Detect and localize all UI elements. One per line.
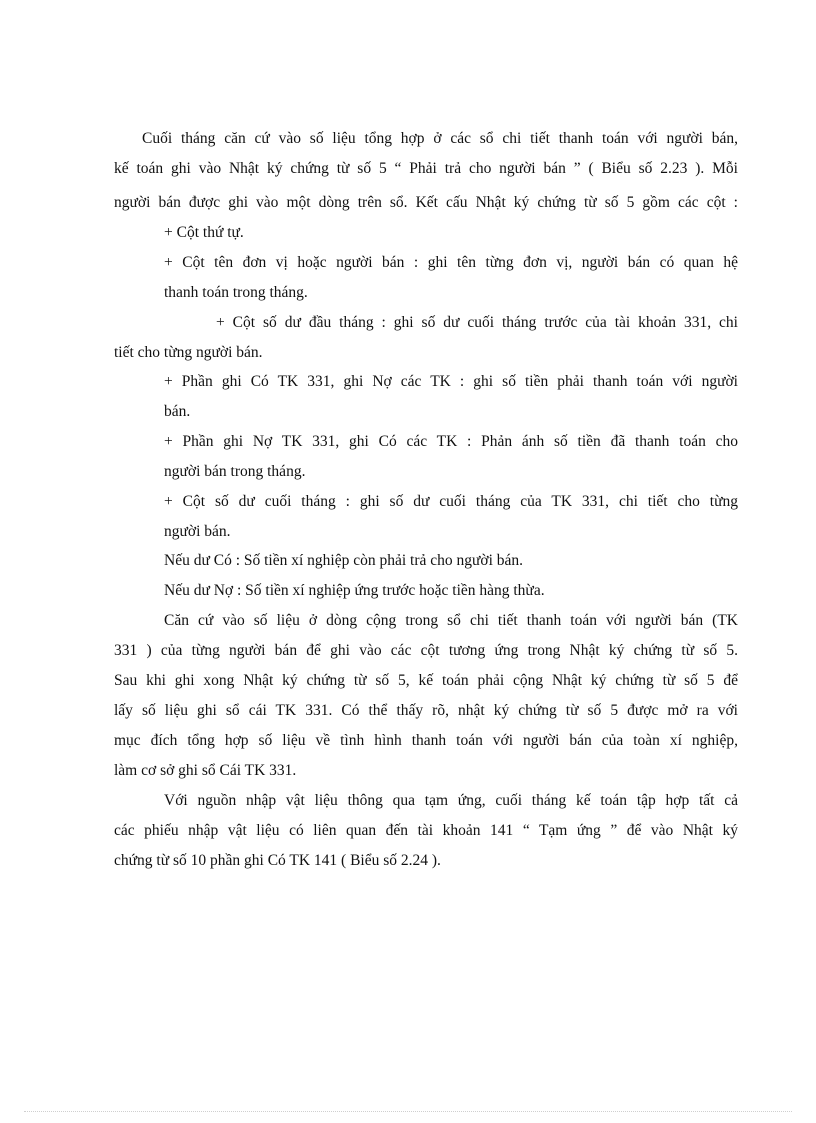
list-item-credit-331-line-2: bán. xyxy=(164,403,191,420)
page-bottom-divider xyxy=(24,1111,792,1112)
paragraph-intro-line-2: kế toán ghi vào Nhật ký chứng từ số 5 “ Phải trả cho người bán ” ( Biểu số 2.23 ). Mỗi xyxy=(114,160,738,177)
list-item-closing-balance-line-2: người bán. xyxy=(164,523,231,540)
paragraph-basis-line-1: Căn cứ vào số liệu ở dòng cộng trong sổ chi tiết thanh toán với người bán (TK xyxy=(164,612,738,629)
list-item-debit-331-line-2: người bán trong tháng. xyxy=(164,463,306,480)
list-item-opening-balance-line-2: tiết cho từng người bán. xyxy=(114,344,263,361)
paragraph-advance-line-2: các phiếu nhập vật liệu có liên quan đến tài khoản 141 “ Tạm ứng ” để vào Nhật ký xyxy=(114,822,738,839)
paragraph-basis-line-2: 331 ) của từng người bán để ghi vào các cột tương ứng trong Nhật ký chứng từ số 5. xyxy=(114,642,738,659)
list-item-closing-balance-line-1: + Cột số dư cuối tháng : ghi số dư cuối tháng của TK 331, chi tiết cho từng xyxy=(164,493,738,510)
paragraph-basis-line-6: làm cơ sở ghi sổ Cái TK 331. xyxy=(114,762,297,779)
list-item-credit-331-line-1: + Phần ghi Có TK 331, ghi Nợ các TK : ghi số tiền phải thanh toán với người xyxy=(164,373,738,390)
paragraph-advance-line-1: Với nguồn nhập vật liệu thông qua tạm ứng, cuối tháng kế toán tập hợp tất cả xyxy=(164,792,738,809)
note-debit-balance: Nếu dư Nợ : Số tiền xí nghiệp ứng trước hoặc tiền hàng thừa. xyxy=(164,582,545,599)
paragraph-advance-line-3: chứng từ số 10 phần ghi Có TK 141 ( Biểu số 2.24 ). xyxy=(114,852,441,869)
list-item-supplier-name-line-2: thanh toán trong tháng. xyxy=(164,284,308,301)
list-item-debit-331-line-1: + Phần ghi Nợ TK 331, ghi Có các TK : Phản ánh số tiền đã thanh toán cho xyxy=(164,433,738,450)
list-item-opening-balance-line-1: + Cột số dư đầu tháng : ghi số dư cuối tháng trước của tài khoản 331, chi xyxy=(216,314,738,331)
paragraph-intro-line-3: người bán được ghi vào một dòng trên sổ. Kết cấu Nhật ký chứng từ số 5 gồm các cột : xyxy=(114,194,738,211)
list-item-supplier-name-line-1: + Cột tên đơn vị hoặc người bán : ghi tên từng đơn vị, người bán có quan hệ xyxy=(164,254,738,271)
list-item-column-order: + Cột thứ tự. xyxy=(164,224,244,241)
paragraph-basis-line-3: Sau khi ghi xong Nhật ký chứng từ số 5, kế toán phải cộng Nhật ký chứng từ số 5 để xyxy=(114,672,738,689)
paragraph-basis-line-4: lấy số liệu ghi sổ cái TK 331. Có thể thấy rõ, nhật ký chứng từ số 5 được mở ra với xyxy=(114,702,738,719)
paragraph-intro-line-1: Cuối tháng căn cứ vào số liệu tổng hợp ở các sổ chi tiết thanh toán với người bán, xyxy=(142,130,738,147)
note-credit-balance: Nếu dư Có : Số tiền xí nghiệp còn phải trả cho người bán. xyxy=(164,552,524,569)
paragraph-basis-line-5: mục đích tổng hợp số liệu về tình hình thanh toán với người bán của toàn xí nghiệp, xyxy=(114,732,738,749)
